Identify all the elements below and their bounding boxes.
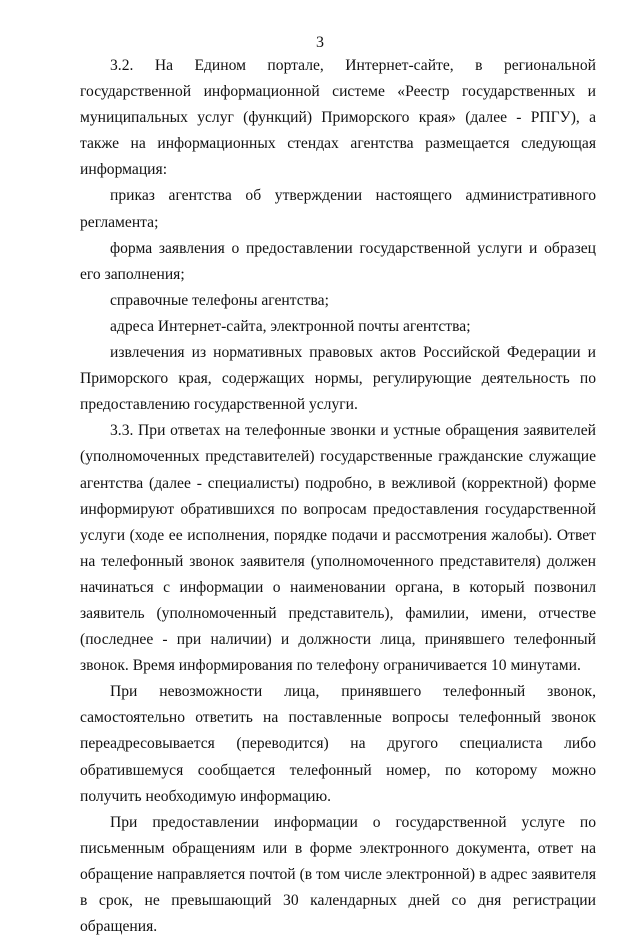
paragraph-call-redirect: При невозможности лица, принявшего телефонный звонок, самостоятельно ответить на поставленные вопросы телефонный звонок переадресовывается (переводится) на другого специалиста либо обратившемуся сообщается телефонный номер, по которому можно получить необходимую информацию. (80, 683, 596, 805)
paragraph-3-3: 3.3. При ответах на телефонные звонки и устные обращения заявителей (уполномоченных представителей) государственные гражданские служащие агентства (далее - специалисты) подробно, в вежливой (корректной) форме информируют обратившихся по вопросам предоставления государственной услуги (ходе ее исполнения, порядке подачи и рассмотрения жалобы). Ответ на телефонный звонок заявителя (уполномоченного представителя) должен начинаться с информации о наименовании органа, в который позвонил заявитель (уполномоченный представитель), фамилии, имени, отчестве (последнее - при наличии) и должности лица, принявшего телефонный звонок. Время информирования по телефону ограничивается 10 минутами. (80, 422, 596, 675)
paragraph-3-2: 3.2. На Едином портале, Интернет-сайте, в региональной государственной информационной системе «Реестр государственных и муниципальных услуг (функций) Приморского края» (далее - РПГУ), а также на информационных стендах агентства размещается следующая информация: (80, 57, 596, 179)
list-item-application-form: форма заявления о предоставлении государственной услуги и образец его заполнения; (80, 239, 596, 283)
paragraph-written-requests: При предоставлении информации о государственной услуге по письменным обращениям или в форме электронного документа, ответ на обращение направляется почтой (в том числе электронной) в адрес заявителя в срок, не превышающий 30 календарных дней со дня регистрации обращения. (80, 813, 596, 936)
list-item-phones: справочные телефоны агентства; (110, 291, 329, 309)
document-body (80, 53, 596, 940)
list-item-addresses: адреса Интернет-сайта, электронной почты агентства; (110, 317, 471, 335)
list-item-legal-extracts: извлечения из нормативных правовых актов Российской Федерации и Приморского края, содержащих нормы, регулирующие деятельность по предоставлению государственной услуги. (80, 344, 596, 414)
list-item-order: приказ агентства об утверждении настоящего административного регламента; (80, 187, 596, 231)
page-number: 3 (316, 34, 324, 51)
